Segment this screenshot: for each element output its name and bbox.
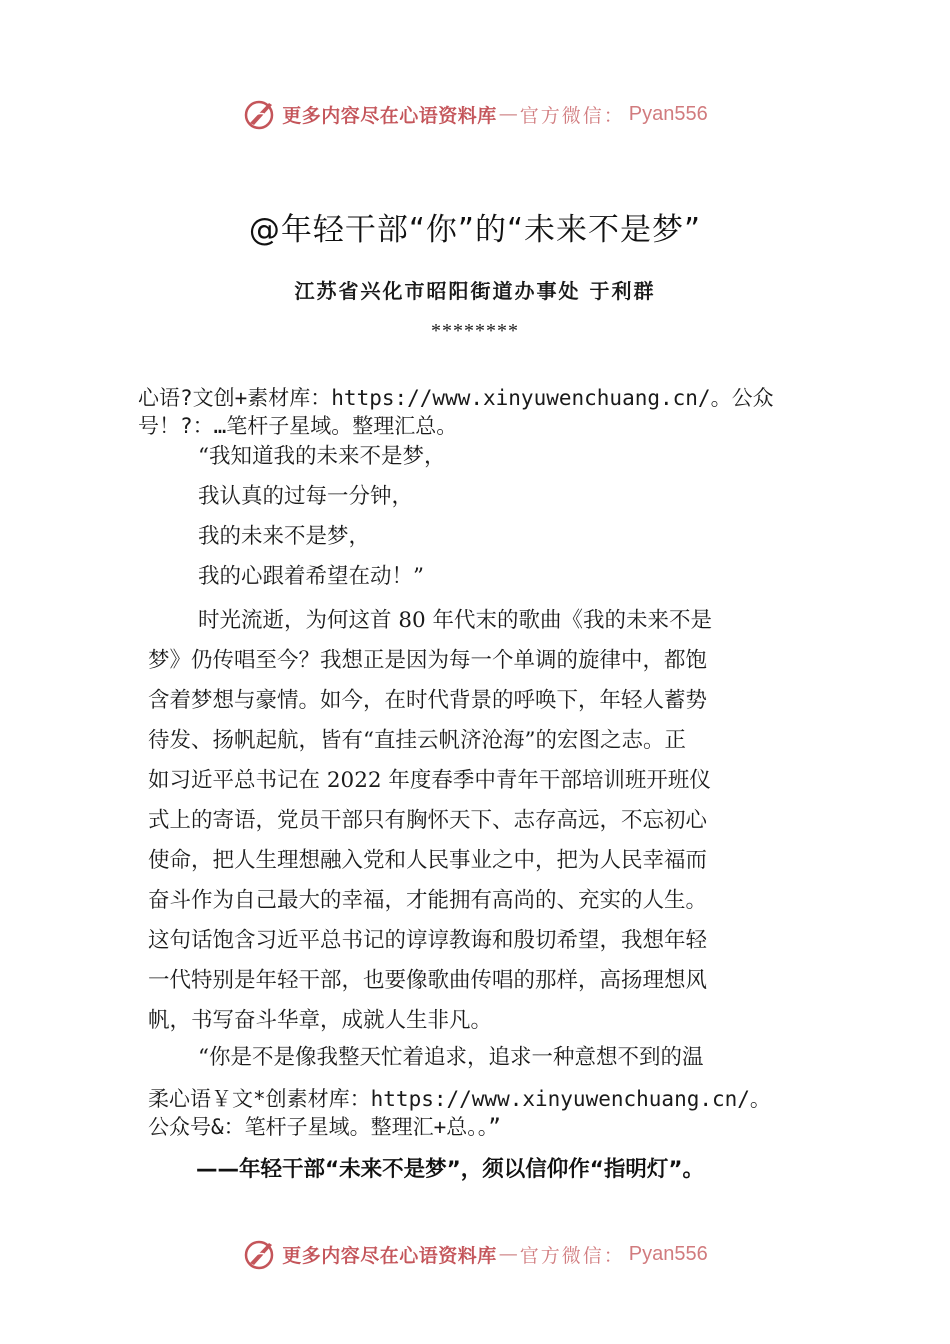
watermark-text-1 (138, 384, 838, 440)
page-title: @年轻干部“你”的“未来不是梦” (248, 212, 702, 248)
paragraph-line: 一代特别是年轻干部，也要像歌曲传唱的那样，高扬理想风 (148, 968, 708, 993)
banner-wechat-id: Pyan556 (628, 102, 708, 125)
banner-brand: 更多内容尽在心语资料库 (282, 1244, 497, 1267)
lyric-line-1: “我知道我的未来不是梦， (198, 444, 446, 469)
banner-dash: — (498, 103, 518, 125)
banner-wechat-label: 官方微信： (519, 104, 625, 127)
banner-dash: — (498, 1243, 518, 1265)
paragraph-line: 梦》仍传唱至今？我想正是因为每一个单调的旋律中，都饱 (148, 648, 708, 673)
author-line: 江苏省兴化市昭阳街道办事处 于利群 (294, 279, 656, 303)
footer-banner (0, 1232, 950, 1276)
watermark-line: 柔心语￥文*创素材库：https://www.xinyuwenchuang.cn/。 (148, 1087, 771, 1111)
paragraph-line: 待发、扬帆起航，皆有“直挂云帆济沧海”的宏图之志。正 (148, 728, 686, 753)
paragraph-line: 这句话饱含习近平总书记的谆谆教诲和殷切希望，我想年轻 (148, 928, 708, 953)
watermark-line: 心语?文创+素材库：https://www.xinyuwenchuang.cn/。公众 (138, 386, 774, 410)
separator: ******** (431, 320, 519, 342)
watermark-line: 号！?：…笔杆子星域。整理汇总。 (138, 414, 458, 438)
banner-brand: 更多内容尽在心语资料库 (282, 104, 497, 127)
quote-line: “你是不是像我整天忙着追求，追求一种意想不到的温 (198, 1045, 704, 1070)
paragraph-line: 使命，把人生理想融入党和人民事业之中，把为人民幸福而 (148, 848, 708, 873)
quill-logo-icon (242, 96, 278, 132)
quill-logo-icon (242, 1236, 278, 1272)
paragraph-line: 如习近平总书记在 2022 年度春季中青年干部培训班开班仪 (148, 768, 711, 793)
paragraph-line: 帆，书写奋斗华章，成就人生非凡。 (148, 1008, 493, 1033)
paragraph-line: 时光流逝，为何这首 80 年代末的歌曲《我的未来不是 (198, 608, 713, 633)
paragraph-line: 含着梦想与豪情。如今，在时代背景的呼唤下，年轻人蓄势 (148, 688, 708, 713)
banner-wechat-id: Pyan556 (628, 1242, 708, 1265)
paragraph-line: 奋斗作为自己最大的幸福，才能拥有高尚的、充实的人生。 (148, 888, 708, 913)
closing-heading: ——年轻干部“未来不是梦”，须以信仰作“指明灯”。 (196, 1157, 705, 1182)
header-banner (0, 92, 950, 136)
lyric-line-4: 我的心跟着希望在动！” (198, 564, 424, 589)
banner-wechat-label: 官方微信： (519, 1244, 625, 1267)
lyric-line-3: 我的未来不是梦， (198, 524, 371, 549)
watermark-text-2 (148, 1085, 848, 1141)
watermark-line: 公众号&：笔杆子星域。整理汇+总。。” (148, 1115, 501, 1139)
paragraph-line: 式上的寄语，党员干部只有胸怀天下、志存高远，不忘初心 (148, 808, 708, 833)
lyric-line-2: 我认真的过每一分钟， (198, 484, 414, 509)
